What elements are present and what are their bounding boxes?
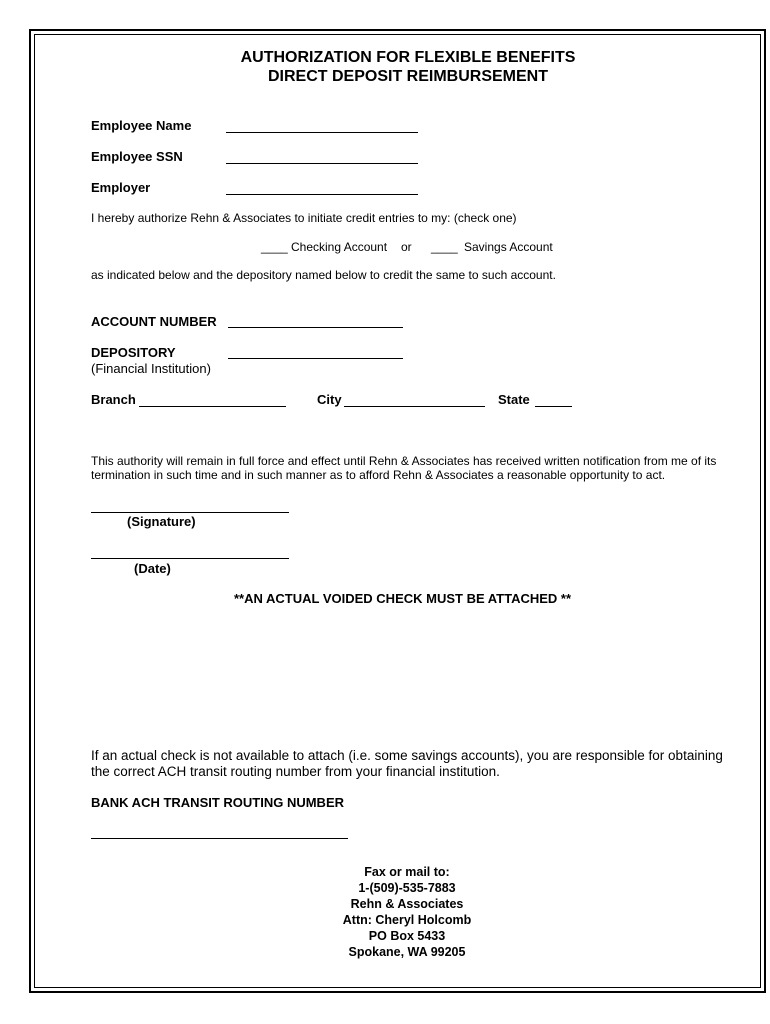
city-field[interactable]	[344, 406, 485, 407]
depository-field[interactable]	[228, 358, 403, 359]
depository-statement: as indicated below and the depository named below to credit the same to such account.	[91, 268, 556, 282]
or-label: or	[401, 240, 412, 254]
authority-text-line-2: termination in such time and in such manner as to afford Rehn & Associates a reasonable opportunity to act.	[91, 468, 666, 482]
employee-ssn-field[interactable]	[226, 163, 418, 164]
state-label: State	[498, 392, 530, 407]
savings-account-label: Savings Account	[464, 240, 553, 254]
account-number-label: ACCOUNT NUMBER	[91, 314, 217, 329]
form-title-line-1: AUTHORIZATION FOR FLEXIBLE BENEFITS	[240, 49, 576, 66]
signature-label: (Signature)	[127, 514, 196, 529]
contact-heading: Fax or mail to:	[364, 865, 450, 879]
state-field[interactable]	[535, 406, 572, 407]
ach-info-line-2: the correct ACH transit routing number from your financial institution.	[91, 764, 500, 779]
routing-number-field[interactable]	[91, 838, 348, 839]
authority-text-line-1: This authority will remain in full force and effect until Rehn & Associates has received written notification from me of its	[91, 454, 717, 468]
employee-name-label: Employee Name	[91, 118, 192, 133]
contact-phone: 1-(509)-535-7883	[358, 881, 456, 895]
ach-info-line-1: If an actual check is not available to attach (i.e. some savings accounts), you are responsible for obtaining	[91, 748, 723, 763]
checking-account-blank[interactable]: ____	[261, 240, 288, 254]
employer-field[interactable]	[226, 194, 418, 195]
employee-ssn-label: Employee SSN	[91, 149, 183, 164]
employer-label: Employer	[91, 180, 151, 195]
page-inner-border	[34, 34, 761, 988]
savings-account-blank[interactable]: ____	[431, 240, 458, 254]
contact-company: Rehn & Associates	[350, 897, 464, 911]
branch-label: Branch	[91, 392, 136, 407]
financial-institution-label: (Financial Institution)	[91, 361, 211, 376]
signature-field[interactable]	[91, 512, 289, 513]
voided-check-notice: **AN ACTUAL VOIDED CHECK MUST BE ATTACHED **	[234, 591, 572, 606]
authorization-statement: I hereby authorize Rehn & Associates to initiate credit entries to my: (check one)	[91, 211, 517, 225]
date-field[interactable]	[91, 558, 289, 559]
contact-city: Spokane, WA 99205	[348, 945, 466, 959]
branch-field[interactable]	[139, 406, 286, 407]
routing-number-label: BANK ACH TRANSIT ROUTING NUMBER	[91, 795, 345, 810]
form-title-line-2: DIRECT DEPOSIT REIMBURSEMENT	[267, 68, 548, 85]
contact-po-box: PO Box 5433	[368, 929, 446, 943]
account-number-field[interactable]	[228, 327, 403, 328]
checking-account-label: Checking Account	[291, 240, 388, 254]
city-label: City	[317, 392, 342, 407]
depository-label: DEPOSITORY	[91, 345, 176, 360]
date-label: (Date)	[134, 561, 171, 576]
employee-name-field[interactable]	[226, 132, 418, 133]
contact-attn: Attn: Cheryl Holcomb	[342, 913, 472, 927]
